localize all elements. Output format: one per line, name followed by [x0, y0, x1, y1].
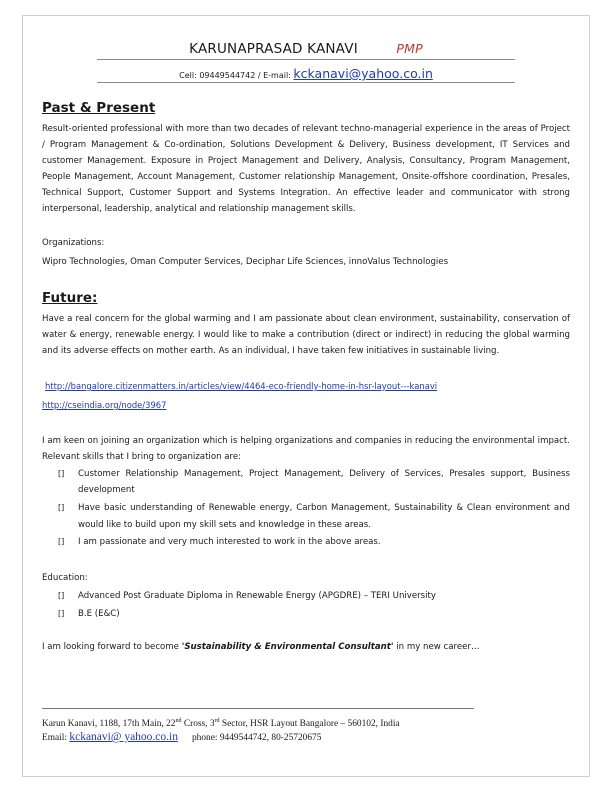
education-label: Education:: [42, 573, 88, 583]
footer-contact: Email: kckanavi@ yahoo.co.in phone: 9449544742, 80-25720675: [42, 731, 322, 743]
list-item: [] Customer Relationship Management, Project Management, Delivery of Services, Presales support, Business development: [58, 466, 570, 499]
bullet-icon: []: [58, 537, 65, 547]
education-list: [58, 588, 570, 624]
organizations-list: Wipro Technologies, Oman Computer Services, Deciphar Life Sciences, innoValus Technologies: [42, 257, 449, 267]
past-present-heading: Past & Present: [42, 100, 156, 116]
header-rule-bottom: [97, 82, 515, 83]
contact-line: [0, 66, 612, 81]
cseindia-link[interactable]: http://cseindia.org/node/3967: [42, 400, 167, 410]
future-heading: Future:: [42, 290, 98, 306]
list-item: [] Have basic understanding of Renewable energy, Carbon Management, Sustainability & Clean environment and would like to build upon my skill sets and knowledge in these areas.: [58, 500, 570, 533]
citizenmatters-link[interactable]: http://bangalore.citizenmatters.in/articles/view/4464-eco-friendly-home-in-hsr-layout---kanavi: [45, 381, 438, 391]
bullet-icon: []: [58, 608, 65, 618]
organizations-label: Organizations:: [42, 238, 105, 248]
list-item: [] Advanced Post Graduate Diploma in Renewable Energy (APGDRE) – TERI University: [58, 588, 570, 604]
footer-address: Karun Kanavi, 1188, 17th Main, 22nd Cross, 3rd Sector, HSR Layout Bangalore – 560102, India: [42, 718, 400, 730]
list-item: [] B.E (E&C): [58, 606, 570, 622]
target-role: 'Sustainability & Environmental Consultant': [181, 642, 394, 652]
bullet-icon: []: [58, 469, 65, 478]
header-name: [0, 41, 612, 57]
footer-email-link[interactable]: kckanavi@ yahoo.co.in: [69, 731, 178, 743]
header-rule-top: [97, 59, 515, 60]
contact-cell: Cell: 09449544742 / E-mail:: [179, 71, 291, 80]
list-item: [] I am passionate and very much interested to work in the above areas.: [58, 534, 570, 550]
footer-rule: [42, 708, 474, 709]
header-email-link[interactable]: kckanavi@yahoo.co.in: [293, 66, 433, 81]
pmp-credential: PMP: [396, 41, 423, 56]
candidate-name: KARUNAPRASAD KANAVI: [189, 41, 358, 57]
bullet-icon: []: [58, 503, 65, 513]
professional-summary: Result-oriented professional with more than two decades of relevant techno-managerial experience in the areas of Project / Program Management & Co-ordination, Solutions Development & Delivery, Business development, IT Services and customer Management. Exposure in Project Management and Delivery, Analysis, Consultancy, Program Management, People Management, Account Management, Customer relationship Management, Onsite-offshore coordination, Presales, Technical Support, Customer Support and Systems Integration. An effective leader and communicator with strong interpersonal, leadership, analytical and relationship management skills.: [42, 124, 570, 214]
skills-intro: I am keen on joining an organization which is helping organizations and companies in reducing the environmental impact. Relevant skills that I bring to organization are:: [42, 436, 570, 462]
bullet-icon: []: [58, 591, 65, 600]
future-statement: Have a real concern for the global warming and I am passionate about clean environment, sustainability, conservation of water & energy, renewable energy. I would like to make a contribution (direct or indirect) in reducing the global warming and its adverse effects on mother earth. As an individual, I have taken few initiatives in sustainable living.: [42, 314, 570, 356]
footer-phone: phone: 9449544742, 80-25720675: [191, 733, 322, 743]
closing-statement: I am looking forward to become 'Sustainability & Environmental Consultant' in my new career…: [42, 642, 480, 652]
skills-list: [58, 466, 570, 552]
